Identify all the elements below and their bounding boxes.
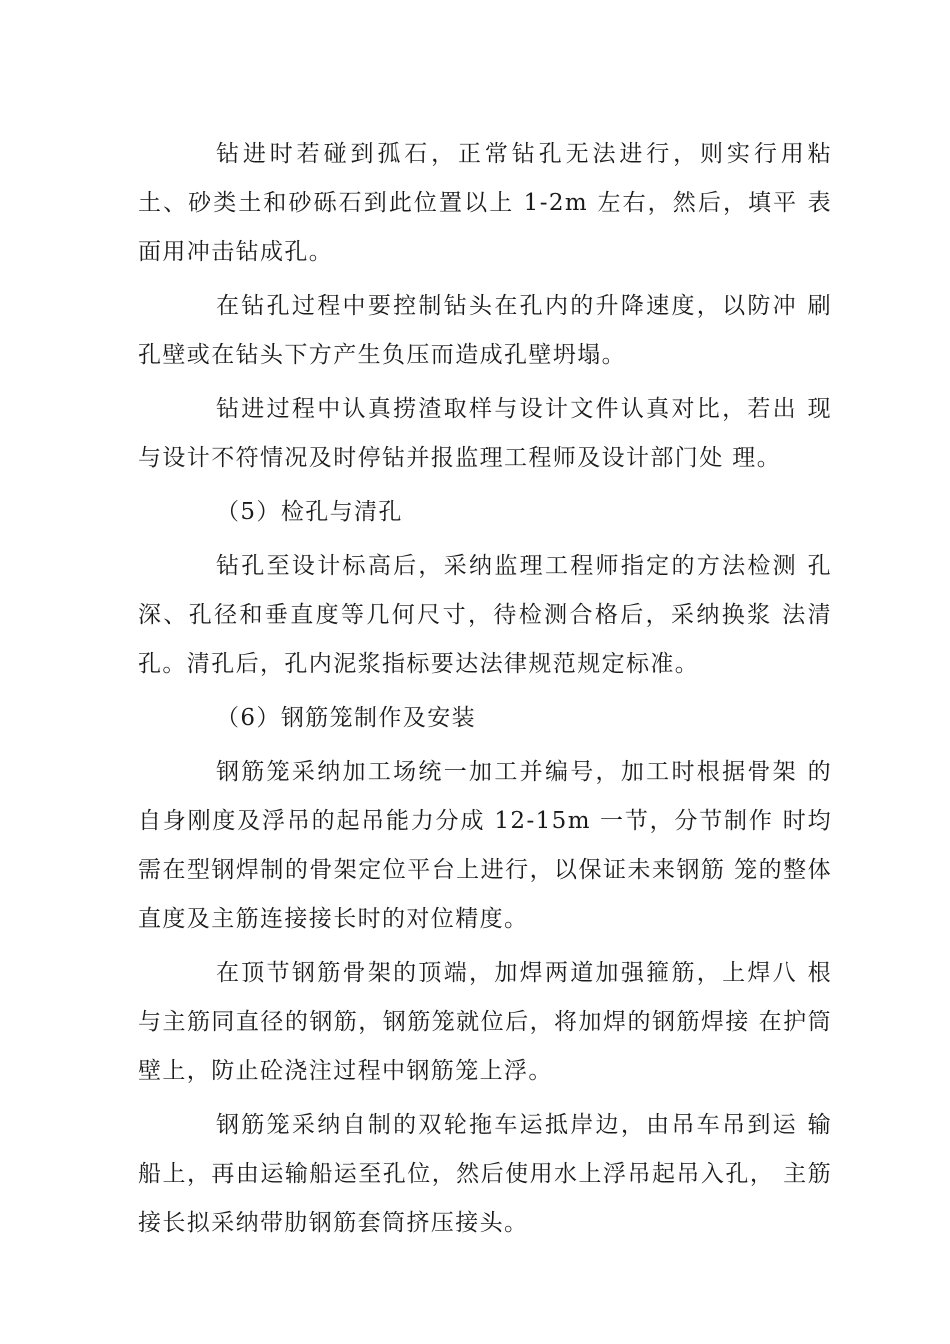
paragraph-sampling: 钻进过程中认真捞渣取样与设计文件认真对比，若出 现与设计不符情况及时停钻并报监理工程师及设计部门处 理。 bbox=[138, 396, 832, 471]
paragraph-boulder-drilling: 钻进时若碰到孤石，正常钻孔无法进行，则实行用粘 土、砂类土和砂砾石到此位置以上 1-2m 左右，然后，填平 表面用冲击钻成孔。 bbox=[138, 141, 832, 265]
paragraph-hole-inspection: 钻孔至设计标高后，采纳监理工程师指定的方法检测 孔深、孔径和垂直度等几何尺寸，待检测合格后，采纳换浆 法清孔。清孔后，孔内泥浆指标要达法律规范规定标准。 bbox=[138, 553, 832, 677]
section-heading-6: （6）钢筋笼制作及安装 bbox=[216, 705, 477, 731]
paragraph-cage-top: 在顶节钢筋骨架的顶端，加焊两道加强箍筋，上焊八 根与主筋同直径的钢筋，钢筋笼就位后，将加焊的钢筋焊接 在护筒壁上，防止砼浇注过程中钢筋笼上浮。 bbox=[138, 960, 832, 1084]
document-body bbox=[138, 130, 832, 1253]
section-heading-5: （5）检孔与清孔 bbox=[216, 499, 403, 525]
paragraph-cage-transport: 钢筋笼采纳自制的双轮拖车运抵岸边，由吊车吊到运 输船上，再由运输船运至孔位，然后使用水上浮吊起吊入孔， 主筋接长拟采纳带肋钢筋套筒挤压接头。 bbox=[138, 1112, 832, 1236]
paragraph-cage-fabrication: 钢筋笼采纳加工场统一加工并编号，加工时根据骨架 的自身刚度及浮吊的起吊能力分成 12-15m 一节，分节制作 时均需在型钢焊制的骨架定位平台上进行，以保证未来钢筋 笼的整体直度及主筋连接接长时的对位精度。 bbox=[138, 759, 832, 932]
paragraph-drill-speed: 在钻孔过程中要控制钻头在孔内的升降速度，以防冲 刷孔壁或在钻头下方产生负压而造成孔壁坍塌。 bbox=[138, 293, 832, 368]
